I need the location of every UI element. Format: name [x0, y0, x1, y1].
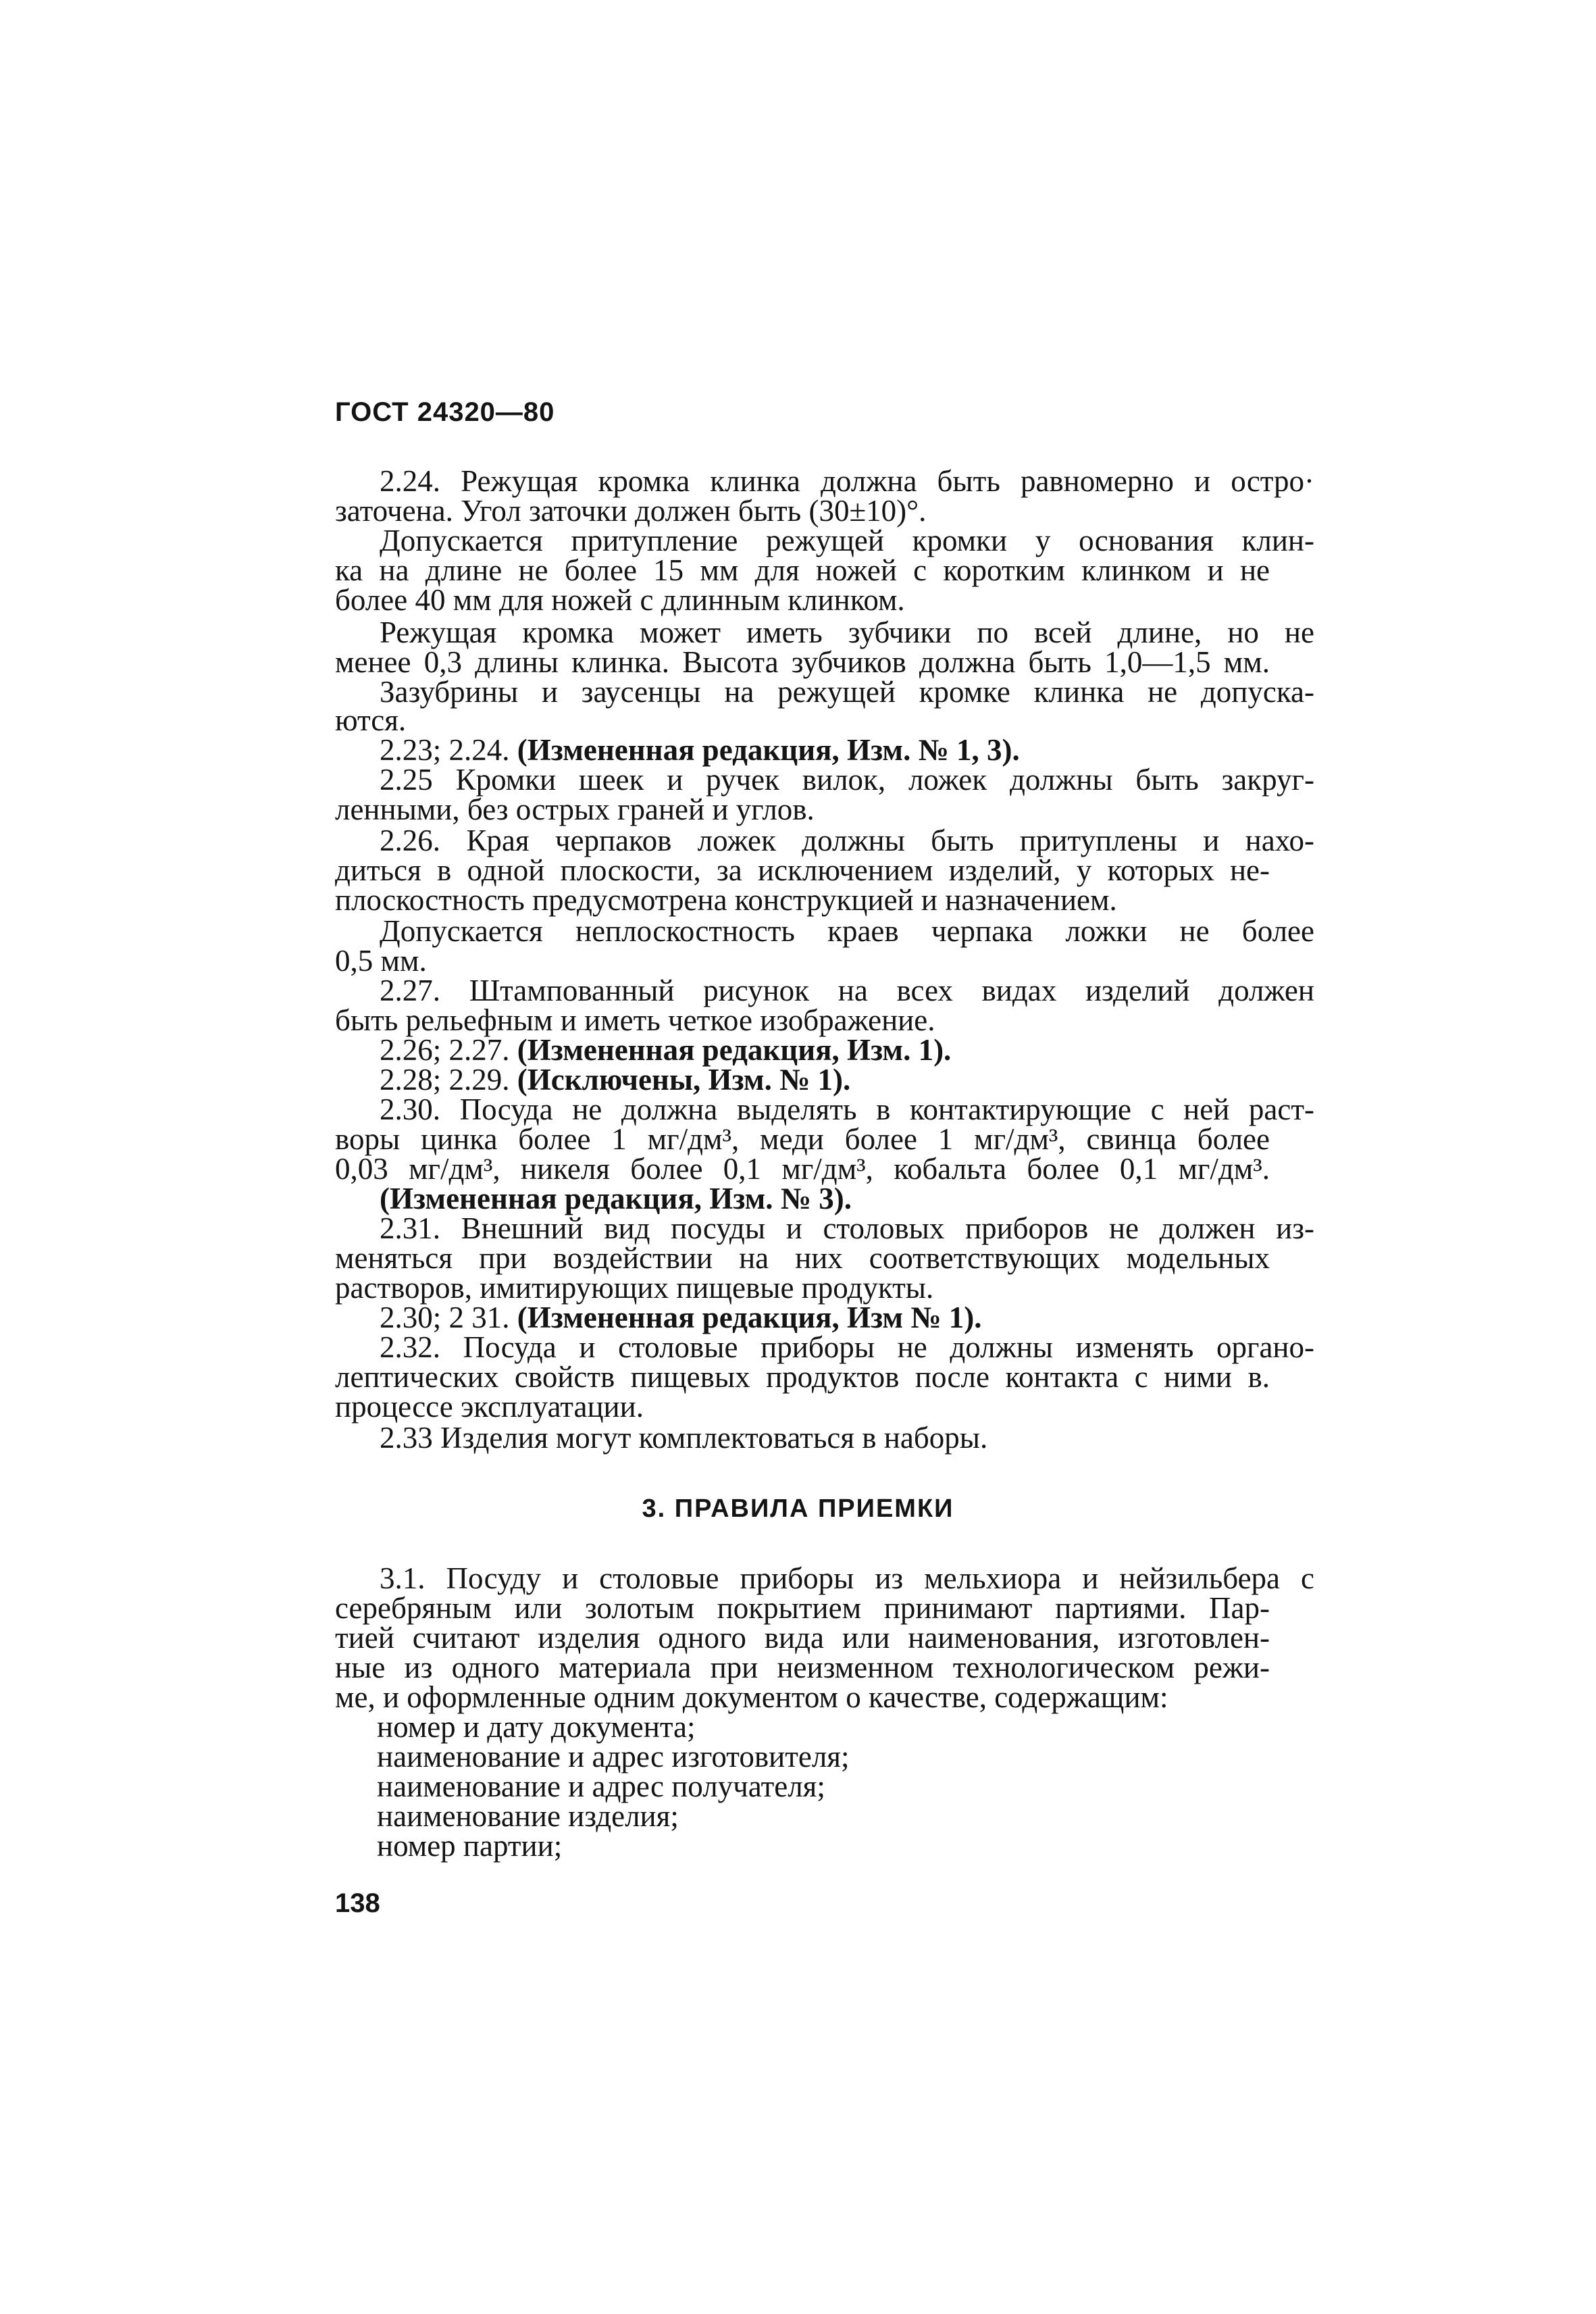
- amendment-note: (Измененная редакция, Изм. 1).: [517, 1033, 952, 1067]
- list-item: номер партии;: [377, 1829, 563, 1863]
- text-line: [335, 1035, 1314, 1065]
- text-line: 3.1. Посуду и столовые приборы из мельхиора и нейзильбера с: [380, 1561, 1314, 1595]
- text-line: ются.: [335, 703, 407, 737]
- text-line: быть рельефным и иметь четкое изображение.: [335, 1003, 935, 1037]
- reference-numbers: 2.30; 2 31.: [380, 1301, 510, 1334]
- text-line: воры цинка более 1 мг/дм³, меди более 1 мг/дм³, свинца более: [335, 1122, 1270, 1156]
- text-line: 0,03 мг/дм³, никеля более 0,1 мг/дм³, кобальта более 0,1 мг/дм³.: [335, 1152, 1270, 1186]
- text-line: 2.33 Изделия могут комплектоваться в наборы.: [380, 1421, 988, 1455]
- text-line: Допускается притупление режущей кромки у основания клин-: [380, 524, 1314, 557]
- page-number: 138: [335, 1888, 380, 1918]
- list-item: наименование и адрес получателя;: [377, 1769, 825, 1803]
- list-item: наименование и адрес изготовителя;: [377, 1740, 850, 1774]
- list-item: номер и дату документа;: [377, 1710, 696, 1744]
- text-line: [335, 735, 1314, 765]
- text-line: тией считают изделия одного вида или наименования, изготовлен-: [335, 1621, 1270, 1655]
- text-line: Зазубрины и заусенцы на режущей кромке клинка не допуска-: [380, 675, 1314, 709]
- text-line: 2.27. Штампованный рисунок на всех видах изделий должен: [380, 974, 1314, 1007]
- text-line: плоскостность предусмотрена конструкцией и назначением.: [335, 883, 1117, 917]
- text-line: ме, и оформленные одним документом о качестве, содержащим:: [335, 1680, 1168, 1714]
- list-item: наименование изделия;: [377, 1799, 679, 1833]
- amendment-note: (Измененная редакция, Изм. № 1, 3).: [517, 733, 1020, 767]
- text-line: процессе эксплуатации.: [335, 1390, 644, 1424]
- text-line: 2.25 Кромки шеек и ручек вилок, ложек должны быть закруг-: [380, 763, 1314, 797]
- text-line: 2.32. Посуда и столовые приборы не должны изменять органо-: [380, 1330, 1314, 1364]
- text-line: 2.26. Края черпаков ложек должны быть притуплены и нахо-: [380, 824, 1314, 857]
- text-line: серебряным или золотым покрытием принимают партиями. Пар-: [335, 1591, 1270, 1625]
- text-line: Допускается неплоскостность краев черпака ложки не более: [380, 914, 1314, 948]
- text-line: 2.31. Внешний вид посуды и столовых приборов не должен из-: [380, 1211, 1314, 1245]
- reference-numbers: 2.23; 2.24.: [380, 733, 510, 767]
- text-line: 2.24. Режущая кромка клинка должна быть равномерно и остро·: [380, 464, 1314, 498]
- text-line: 0,5 мм.: [335, 944, 427, 978]
- text-line: ка на длине не более 15 мм для ножей с коротким клинком и не: [335, 553, 1270, 587]
- amendment-note: (Измененная редакция, Изм. № 3).: [380, 1182, 852, 1215]
- text-line: лептических свойств пищевых продуктов после контакта с ними в.: [335, 1360, 1270, 1394]
- text-line: Режущая кромка может иметь зубчики по всей длине, но не: [380, 615, 1314, 649]
- amendment-note: (Исключены, Изм. № 1).: [517, 1063, 851, 1097]
- document-header: ГОСТ 24320—80: [335, 397, 555, 427]
- text-line: растворов, имитирующих пищевые продукты.: [335, 1271, 934, 1305]
- text-line: [335, 1065, 1314, 1095]
- reference-numbers: 2.26; 2.27.: [380, 1033, 510, 1067]
- text-line: 2.30. Посуда не должна выделять в контактирующие с ней раст-: [380, 1092, 1314, 1126]
- text-line: заточена. Угол заточки должен быть (30±10)°.: [335, 494, 927, 528]
- text-line: меняться при воздействии на них соответствующих модельных: [335, 1241, 1270, 1275]
- text-line: более 40 мм для ножей с длинным клинком.: [335, 583, 905, 617]
- text-line: ленными, без острых граней и углов.: [335, 793, 815, 826]
- reference-numbers: 2.28; 2.29.: [380, 1063, 510, 1097]
- text-line: ные из одного материала при неизменном технологическом режи-: [335, 1651, 1270, 1684]
- amendment-note: (Измененная редакция, Изм № 1).: [517, 1301, 982, 1334]
- text-line: диться в одной плоскости, за исключением изделий, у которых не-: [335, 853, 1270, 887]
- text-line: [335, 1303, 1314, 1333]
- text-line: менее 0,3 длины клинка. Высота зубчиков должна быть 1,0—1,5 мм.: [335, 645, 1270, 679]
- text-line: [335, 1184, 1314, 1214]
- section-title: 3. ПРАВИЛА ПРИЕМКИ: [642, 1494, 954, 1523]
